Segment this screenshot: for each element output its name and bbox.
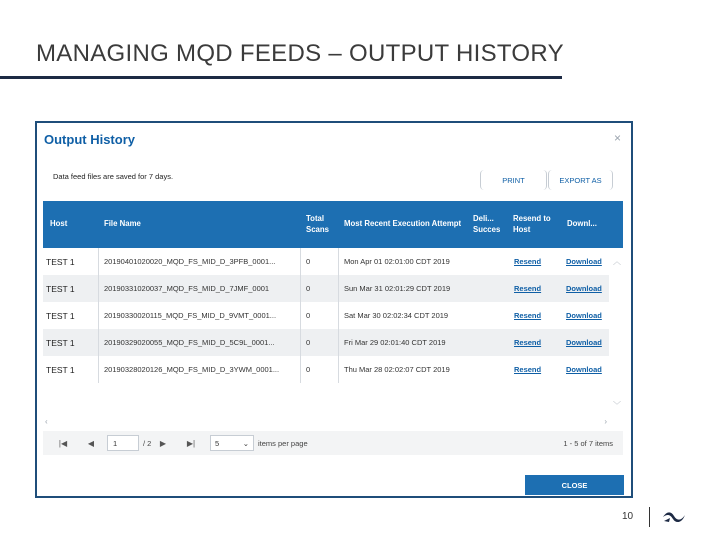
chevron-down-icon[interactable]: ﹀ <box>613 401 621 410</box>
resend-link[interactable]: Resend <box>514 311 542 320</box>
cell-file-name: 20190401020020_MQD_FS_MID_D_3PFB_0001... <box>104 257 276 266</box>
column-header-resend[interactable]: Resend to Host <box>513 213 551 234</box>
page-number: 10 <box>622 511 634 522</box>
cell-most-recent-attempt: Fri Mar 29 02:01:40 CDT 2019 <box>344 338 446 347</box>
download-link[interactable]: Download <box>566 257 602 266</box>
vertical-scrollbar[interactable] <box>611 248 623 418</box>
grid-body <box>43 248 609 383</box>
column-header-download[interactable]: Downl... <box>567 219 597 229</box>
cell-most-recent-attempt: Mon Apr 01 02:01:00 CDT 2019 <box>344 257 450 266</box>
resend-link[interactable]: Resend <box>514 257 542 266</box>
dialog-title: Output History <box>44 132 135 147</box>
resend-link[interactable]: Resend <box>514 338 542 347</box>
table-row <box>43 248 609 275</box>
cell-host: TEST 1 <box>46 337 75 348</box>
chevron-right-icon[interactable]: › <box>604 417 607 426</box>
column-header-file-name[interactable]: File Name <box>104 219 141 229</box>
page-size-label: items per page <box>258 438 308 448</box>
column-header-total-scans[interactable]: Total Scans <box>306 213 329 234</box>
download-link[interactable]: Download <box>566 284 602 293</box>
chevron-up-icon[interactable]: ︿ <box>613 257 621 266</box>
page-size-select[interactable] <box>210 435 254 451</box>
column-header-delivery-success[interactable]: Deli... Succes <box>473 213 501 234</box>
cell-file-name: 20190330020115_MQD_FS_MID_D_9VMT_0001... <box>104 311 277 320</box>
page-number-input[interactable]: 1 <box>107 435 139 451</box>
cell-total-scans: 0 <box>306 311 311 320</box>
cell-file-name: 20190329020055_MQD_FS_MID_D_5C9L_0001... <box>104 338 275 347</box>
chevron-left-icon[interactable]: ‹ <box>45 417 48 426</box>
cell-most-recent-attempt: Sun Mar 31 02:01:29 CDT 2019 <box>344 284 451 293</box>
cell-file-name: 20190328020126_MQD_FS_MID_D_3YWM_0001... <box>104 365 280 374</box>
cell-total-scans: 0 <box>306 365 311 374</box>
cell-host: TEST 1 <box>46 283 75 294</box>
page-count: / 2 <box>143 438 152 448</box>
title-underline <box>0 76 562 79</box>
cell-host: TEST 1 <box>46 364 75 375</box>
horizontal-scrollbar[interactable] <box>43 419 609 429</box>
next-page-icon[interactable]: ▶ <box>159 438 167 448</box>
last-page-icon[interactable]: ▶| <box>186 438 196 448</box>
resend-link[interactable]: Resend <box>514 284 542 293</box>
column-header-host[interactable]: Host <box>50 219 68 229</box>
first-page-icon[interactable]: |◀ <box>58 438 68 448</box>
download-link[interactable]: Download <box>566 311 602 320</box>
cell-total-scans: 0 <box>306 284 311 293</box>
cell-most-recent-attempt: Sat Mar 30 02:02:34 CDT 2019 <box>344 311 449 320</box>
previous-page-icon[interactable]: ◀ <box>87 438 95 448</box>
column-divider <box>300 248 301 383</box>
print-button[interactable]: PRINT <box>480 170 547 190</box>
pager <box>43 431 623 455</box>
chevron-down-icon: ⌄ <box>242 438 249 448</box>
cell-total-scans: 0 <box>306 257 311 266</box>
table-row <box>43 275 609 302</box>
column-divider <box>338 248 339 383</box>
close-icon[interactable]: × <box>613 131 621 145</box>
download-link[interactable]: Download <box>566 365 602 374</box>
retention-note: Data feed files are saved for 7 days. <box>53 172 174 181</box>
export-as-button[interactable]: EXPORT AS <box>548 170 613 190</box>
cell-total-scans: 0 <box>306 338 311 347</box>
cell-host: TEST 1 <box>46 310 75 321</box>
download-link[interactable]: Download <box>566 338 602 347</box>
table-row <box>43 356 609 383</box>
slide-title: MANAGING MQD FEEDS – OUTPUT HISTORY <box>36 40 564 67</box>
table-row <box>43 302 609 329</box>
cell-most-recent-attempt: Thu Mar 28 02:02:07 CDT 2019 <box>344 365 450 374</box>
cell-host: TEST 1 <box>46 256 75 267</box>
column-header-most-recent-attempt[interactable]: Most Recent Execution Attempt <box>344 219 462 229</box>
table-row <box>43 329 609 356</box>
close-button[interactable]: CLOSE <box>525 475 624 495</box>
column-divider <box>98 248 99 383</box>
footer-divider <box>649 507 650 527</box>
company-logo-icon <box>661 509 687 525</box>
pager-summary: 1 - 5 of 7 items <box>563 438 613 448</box>
page-size-value: 5 <box>215 438 220 448</box>
cell-file-name: 20190331020037_MQD_FS_MID_D_7JMF_0001 <box>104 284 270 293</box>
output-history-dialog <box>35 121 633 498</box>
resend-link[interactable]: Resend <box>514 365 542 374</box>
grid-header <box>43 201 623 248</box>
